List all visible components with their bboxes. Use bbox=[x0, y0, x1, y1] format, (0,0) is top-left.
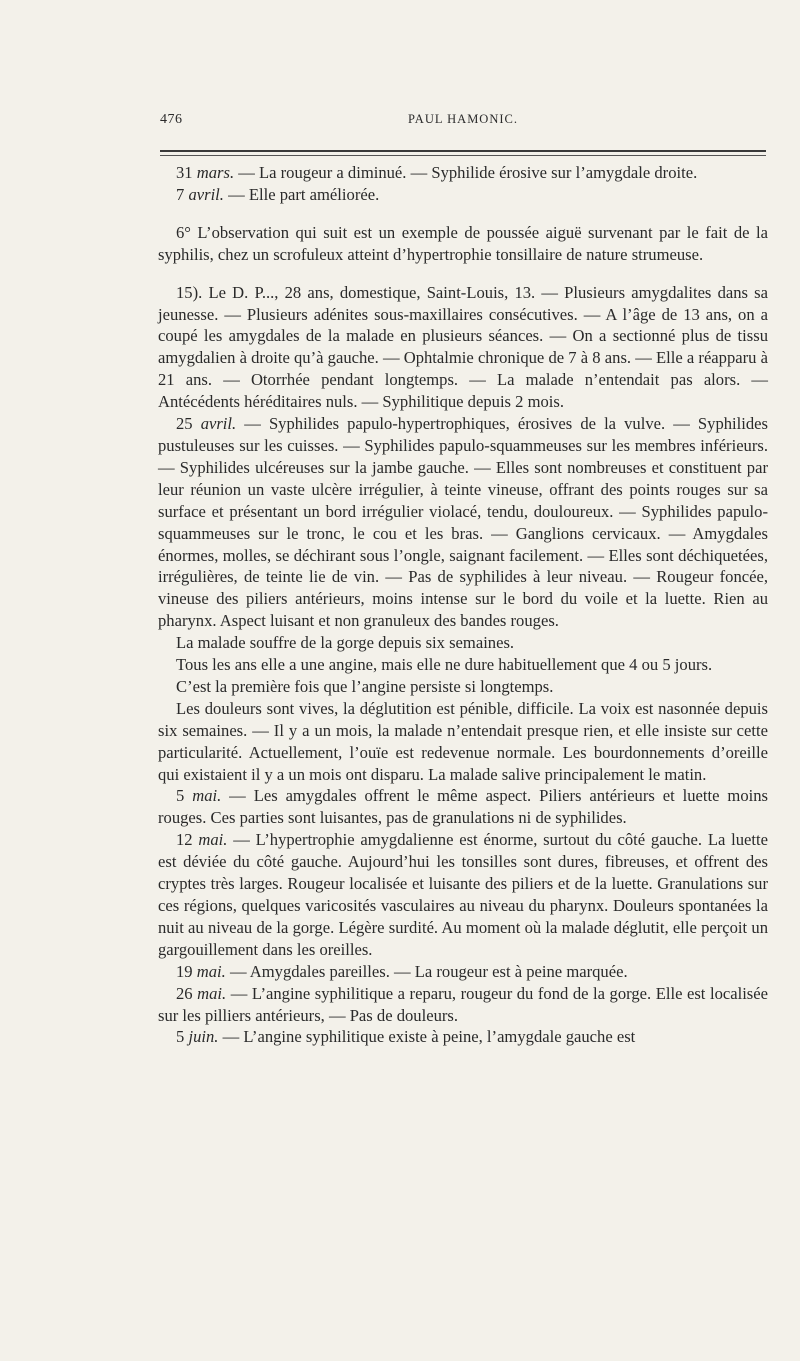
paragraph: 15). Le D. P..., 28 ans, domestique, Saint-Louis, 13. — Plusieurs amygdalites dans sa jeunesse. — Plusieurs adénites sous-maxillaires consécutives. — A l’âge de 13 ans, on a coupé les amygdales de la malade en plusieurs séances. — On a sectionné plus de tissu amygdalien à droite qu’à gauche. — Ophtalmie chronique de 7 à 8 ans. — Elle a réapparu à 21 ans. — Otorrhée pendant longtemps. — La malade n’entendait pas alors. — Antécédents héréditaires nuls. — Syphilitique depuis 2 mois. bbox=[158, 282, 768, 412]
paragraph: Les douleurs sont vives, la déglutition est pénible, difficile. La voix est nasonnée depuis six semaines. — Il y a un mois, la malade n’entendait presque rien, et elle insiste sur cette particularité. Actuellement, l’ouïe est redevenue normale. Les bourdonnements d’oreille qui existaient il y a un mois ont disparu. La malade salive principalement le matin. bbox=[158, 698, 768, 784]
header-rule bbox=[160, 150, 766, 152]
paragraph: 25 avril. — Syphilides papulo-hypertrophiques, érosives de la vulve. — Syphilides pustuleuses sur les cuisses. — Syphilides papulo-squammeuses sur les membres inférieurs. — Syphilides ulcéreuses sur la jambe gauche. — Elles sont nombreuses et constituent par leur réunion un vaste ulcère irrégulier, à teinte vineuse, offrant des points rouges sur sa surface et présentant un bord irrégulier violacé, tendu, douloureux. — Syphilides papulo-squammeuses sur le tronc, le cou et les bras. — Ganglions cervicaux. — Amygdales énormes, molles, se déchirant sous l’ongle, saignant facilement. — Elles sont déchiquetées, irrégulières, de teinte lie de vin. — Pas de syphilides à leur niveau. — Rougeur foncée, vineuse des piliers antérieurs, moins intense sur le bord du voile et la luette. Rien au pharynx. Aspect luisant et non granuleux des bandes rouges. bbox=[158, 414, 768, 631]
header-rule-thin bbox=[160, 155, 766, 156]
paragraph: 5 mai. — Les amygdales offrent le même aspect. Piliers antérieurs et luette moins rouges. Ces parties sont luisantes, pas de granulations ni de syphilides. bbox=[158, 786, 768, 828]
paragraph: Tous les ans elle a une angine, mais elle ne dure habituellement que 4 ou 5 jours. bbox=[176, 655, 713, 675]
paragraph: 7 avril. — Elle part améliorée. bbox=[176, 184, 380, 204]
paragraph: 5 juin. — L’angine syphilitique existe à peine, l’amygdale gauche est bbox=[176, 1027, 636, 1047]
page-number: 476 bbox=[160, 112, 183, 127]
paragraph: 31 mars. — La rougeur a diminué. — Syphilide érosive sur l’amygdale droite. bbox=[176, 163, 698, 182]
running-title: PAUL HAMONIC. bbox=[407, 112, 518, 126]
paragraph: 6° L’observation qui suit est un exemple de poussée aiguë survenant par le fait de la syphilis, chez un scrofuleux atteint d’hypertrophie tonsillaire de nature strumeuse. bbox=[158, 222, 768, 264]
paragraph: C’est la première fois que l’angine persiste si longtemps. bbox=[176, 676, 554, 696]
paragraph: 26 mai. — L’angine syphilitique a reparu, rougeur du fond de la gorge. Elle est localisée sur les pilliers antérieurs, — Pas de douleurs. bbox=[158, 983, 768, 1025]
paragraph: La malade souffre de la gorge depuis six semaines. bbox=[176, 633, 515, 653]
paragraph: 19 mai. — Amygdales pareilles. — La rougeur est à peine marquée. bbox=[176, 961, 628, 981]
page-body bbox=[158, 162, 768, 1048]
paragraph: 12 mai. — L’hypertrophie amygdalienne est énorme, surtout du côté gauche. La luette est déviée du côté gauche. Aujourd’hui les tonsilles sont dures, fibreuses, et offrent des cryptes très larges. Rougeur localisée et luisante des piliers et de la luette. Granulations sur ces régions, quelques varicosités vasculaires au niveau du pharynx. Douleurs spontanées la nuit au niveau de la gorge. Légère surdité. Au moment où la malade déglutit, elle perçoit un gargouillement dans les oreilles. bbox=[158, 830, 768, 959]
